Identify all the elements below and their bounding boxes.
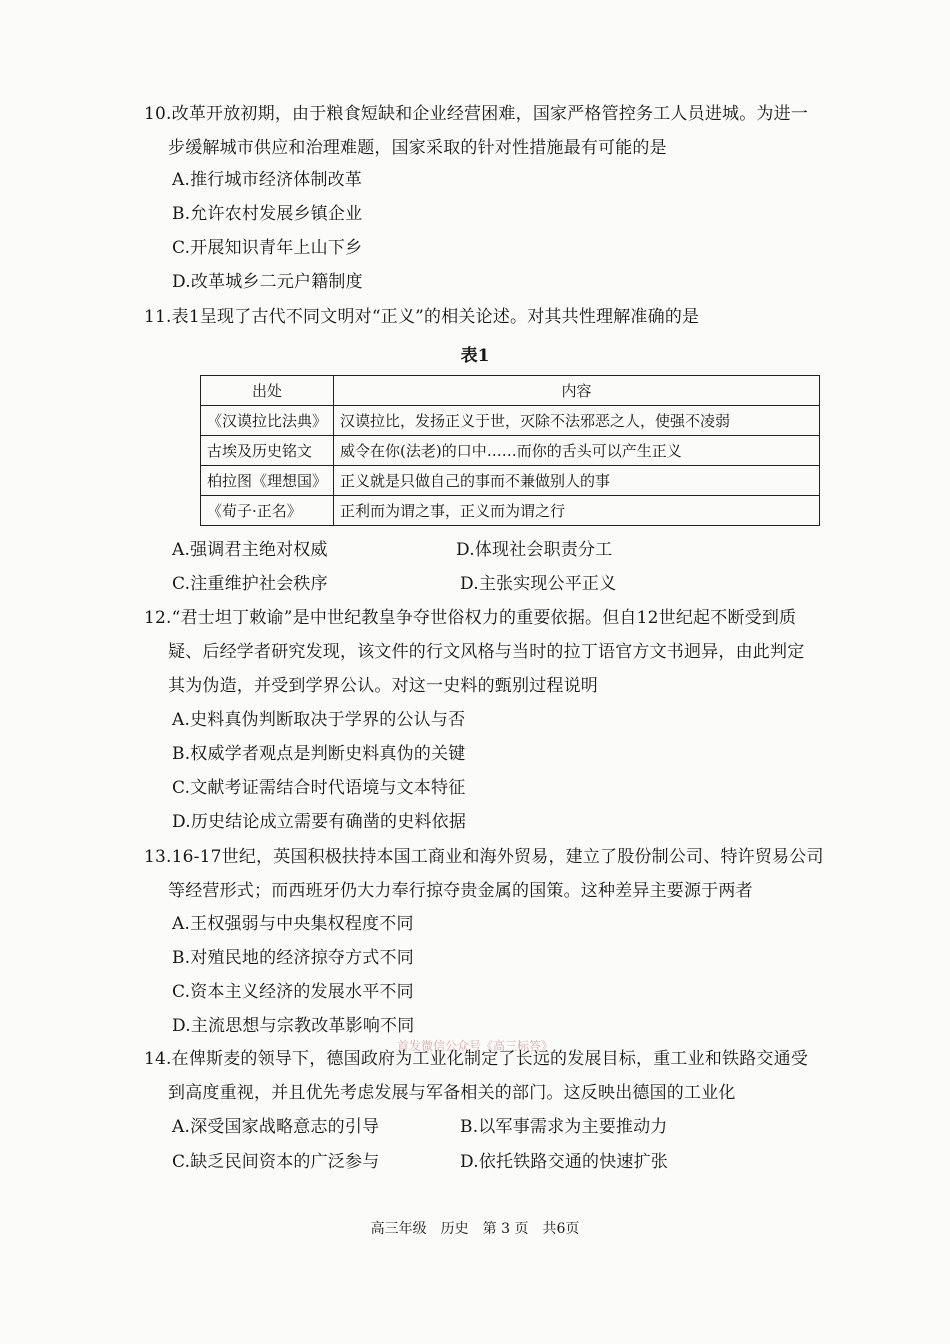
q14-option-d: D.依托铁路交通的快速扩张 xyxy=(460,1152,669,1172)
q10-option-a: A.推行城市经济体制改革 xyxy=(172,170,363,190)
q11-option-d: D.主张实现公平正义 xyxy=(460,574,617,594)
q12-stem-line1: 12.“君士坦丁敕谕”是中世纪教皇争夺世俗权力的重要依据。但自12世纪起不断受到质 xyxy=(144,608,797,628)
table-cell-source: 柏拉图《理想国》 xyxy=(201,466,334,496)
page-footer: 高三年级 历史 第 3 页 共6页 xyxy=(370,1221,580,1237)
q12-stem-line3: 其为伪造，并受到学界公认。对这一史料的甄别过程说明 xyxy=(168,676,598,696)
table-row xyxy=(201,496,820,526)
watermark: 首发微信公众号《高三标答》 xyxy=(396,1039,553,1053)
table-row xyxy=(201,466,820,496)
q11-stem: 11.表1呈现了古代不同文明对“正义”的相关论述。对其共性理解准确的是 xyxy=(144,307,700,327)
q10-option-c: C.开展知识青年上山下乡 xyxy=(172,238,363,258)
q14-option-c: C.缺乏民间资本的广泛参与 xyxy=(172,1152,380,1172)
table-cell-source: 《汉谟拉比法典》 xyxy=(201,406,334,436)
table-cell-content: 正利而为谓之事，正义而为谓之行 xyxy=(334,496,820,526)
q14-option-b: B.以军事需求为主要推动力 xyxy=(460,1117,668,1137)
q11-option-d-first: D.体现社会职责分工 xyxy=(456,540,613,560)
table-row xyxy=(201,406,820,436)
q14-stem-line1: 14.在俾斯麦的领导下，德国政府为工业化制定了长远的发展目标，重工业和铁路交通受 xyxy=(144,1049,809,1069)
table-header-source: 出处 xyxy=(201,376,334,406)
q14-option-a: A.深受国家战略意志的引导 xyxy=(172,1117,380,1137)
table-row xyxy=(201,436,820,466)
table-header-content: 内容 xyxy=(334,376,820,406)
q11-option-a: A.强调君主绝对权威 xyxy=(172,540,328,560)
q13-option-d: D.主流思想与宗教改革影响不同 xyxy=(172,1016,415,1036)
q13-option-a: A.王权强弱与中央集权程度不同 xyxy=(172,914,414,934)
table-cell-content: 正义就是只做自己的事而不兼做别人的事 xyxy=(334,466,820,496)
q13-stem-line1: 13.16-17世纪，英国积极扶持本国工商业和海外贸易，建立了股份制公司、特许贸易公司 xyxy=(144,847,824,867)
q12-option-a: A.史料真伪判断取决于学界的公认与否 xyxy=(172,710,466,730)
q13-stem-line2: 等经营形式；而西班牙仍大力奉行掠夺贵金属的国策。这种差异主要源于两者 xyxy=(168,881,753,901)
q12-option-d: D.历史结论成立需要有确凿的史料依据 xyxy=(172,812,467,832)
q13-option-c: C.资本主义经济的发展水平不同 xyxy=(172,982,414,1002)
q11-option-c: C.注重维护社会秩序 xyxy=(172,574,328,594)
table-header-row xyxy=(201,376,820,406)
table-cell-content: 汉谟拉比，发扬正义于世，灭除不法邪恶之人，使强不凌弱 xyxy=(334,406,820,436)
source-table xyxy=(200,375,820,526)
q12-option-c: C.文献考证需结合时代语境与文本特征 xyxy=(172,778,466,798)
table-caption: 表1 xyxy=(460,346,490,366)
q10-option-b: B.允许农村发展乡镇企业 xyxy=(172,204,363,224)
table-cell-source: 古埃及历史铭文 xyxy=(201,436,334,466)
q13-option-b: B.对殖民地的经济掠夺方式不同 xyxy=(172,948,414,968)
table-cell-content: 威令在你(法老)的口中……而你的舌头可以产生正义 xyxy=(334,436,820,466)
q12-stem-line2: 疑、后经学者研究发现，该文件的行文风格与当时的拉丁语官方文书迥异，由此判定 xyxy=(168,642,805,662)
table-cell-source: 《荀子·正名》 xyxy=(201,496,334,526)
q12-option-b: B.权威学者观点是判断史料真伪的关键 xyxy=(172,744,466,764)
q10-stem-line2: 步缓解城市供应和治理难题，国家采取的针对性措施最有可能的是 xyxy=(168,138,667,158)
q10-option-d: D.改革城乡二元户籍制度 xyxy=(172,272,363,292)
q14-stem-line2: 到高度重视，并且优先考虑发展与军备相关的部门。这反映出德国的工业化 xyxy=(168,1083,736,1103)
q10-stem-line1: 10.改革开放初期，由于粮食短缺和企业经营困难，国家严格管控务工人员进城。为进一 xyxy=(144,104,809,124)
